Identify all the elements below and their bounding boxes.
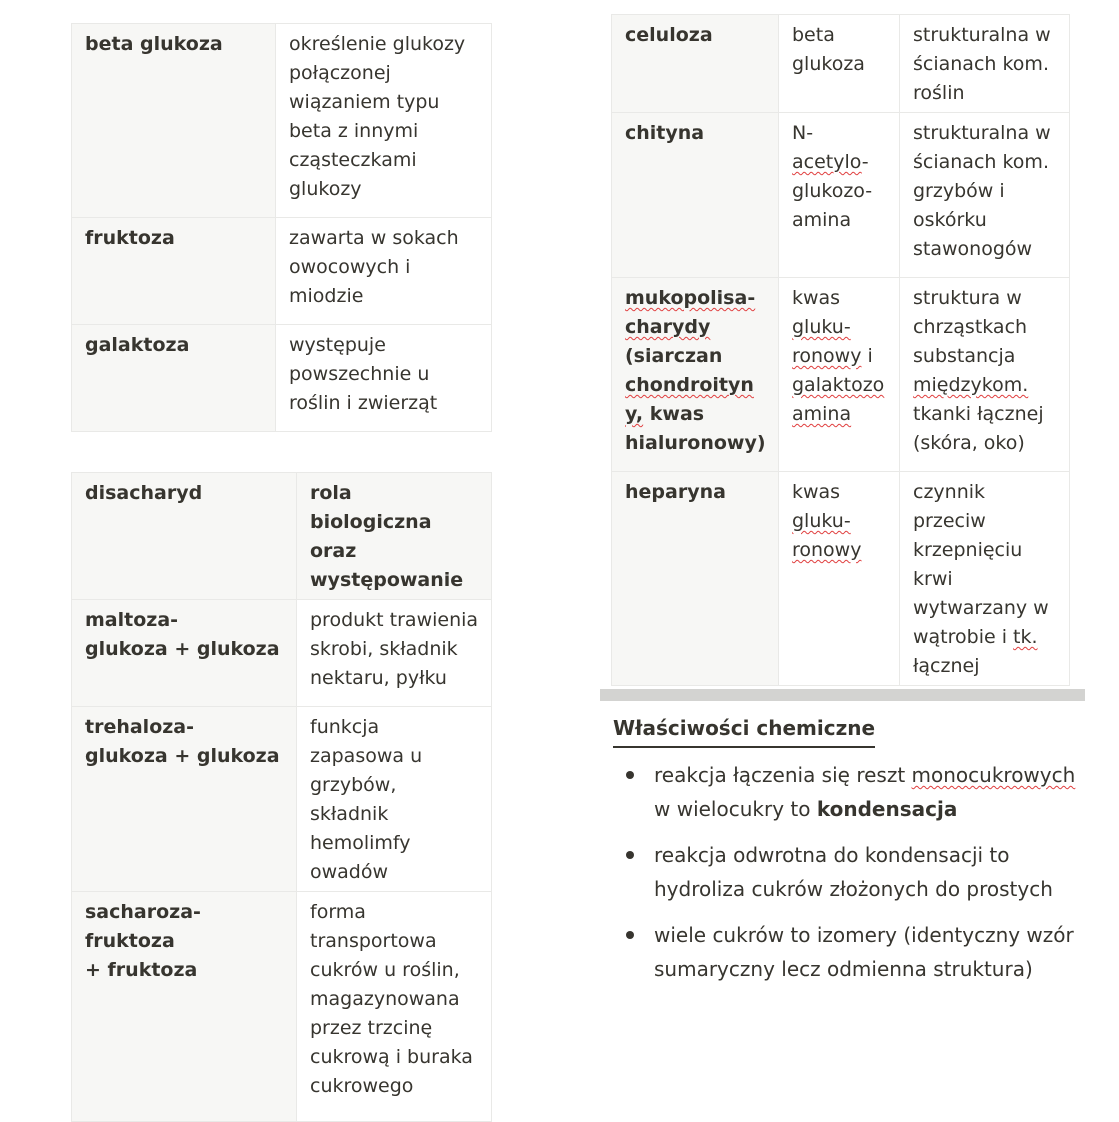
column-header-disaccharide: disacharyd — [72, 473, 297, 600]
name-line: glukoza + glukoza — [85, 745, 280, 767]
table-row — [612, 278, 1070, 472]
name-text: (siarczan — [625, 345, 723, 367]
monomer-text-misspelled: galaktozo amina — [792, 374, 885, 425]
table-cell-desc: produkt trawienia skrobi, składnik nektaru, pyłku — [297, 600, 492, 707]
monomer-text-misspelled: gluku-ronowy — [792, 316, 862, 367]
role-text-misspelled: tk. — [1013, 626, 1038, 648]
monosaccharides-table — [71, 23, 492, 432]
monomer-text: kwas — [792, 481, 841, 503]
list-item — [613, 918, 1093, 986]
table-row — [72, 218, 492, 325]
table-cell-desc: określenie glukozy połączonej wiązaniem typu beta z innymi cząsteczkami glukozy — [276, 24, 492, 218]
monomer-text-misspelled: acetylo — [792, 151, 862, 173]
table-row — [72, 325, 492, 432]
monomer-text: kwas — [792, 287, 841, 309]
list-item — [613, 838, 1093, 906]
name-text-misspelled: chondroityny, — [625, 374, 754, 425]
table-cell-name — [72, 707, 297, 892]
table-cell-desc: występuje powszechnie u roślin i zwierząt — [276, 325, 492, 432]
name-line: trehaloza- — [85, 716, 195, 738]
list-item-text: w wielocukry to — [654, 797, 817, 821]
name-text-misspelled: mukopolisa-charydy — [625, 287, 756, 338]
bullet-icon — [626, 771, 634, 779]
list-item-text: reakcja odwrotna do kondensacji to hydroliza cukrów złożonych do prostych — [654, 843, 1053, 901]
name-line: sacharoza- fruktoza — [85, 901, 201, 952]
list-item-text-misspelled: monocukrowych — [911, 763, 1076, 787]
table-row — [72, 707, 492, 892]
role-text: struktura w chrząstkach substancja — [913, 287, 1028, 367]
properties-list — [613, 758, 1093, 998]
table-cell-name: beta glukoza — [72, 24, 276, 218]
polysaccharides-table-viewport — [611, 14, 1073, 677]
section-divider — [600, 689, 1085, 701]
table-cell-desc: forma transportowa cukrów u roślin, magazynowana przez trzcinę cukrową i buraka cukrowego — [297, 892, 492, 1122]
section-heading: Właściwości chemiczne — [613, 712, 875, 748]
table-cell-monomer — [779, 278, 900, 472]
bullet-icon — [626, 851, 634, 859]
disaccharides-table-viewport — [71, 472, 496, 1097]
list-item-text: reakcja łączenia się reszt — [654, 763, 912, 787]
table-cell-role: strukturalna w ścianach kom. roślin — [900, 15, 1070, 113]
monomer-text-misspelled: gluku-ronowy — [792, 510, 862, 561]
name-line: maltoza- — [85, 609, 179, 631]
table-cell-name — [72, 892, 297, 1122]
table-cell-name: celuloza — [612, 15, 779, 113]
table-row — [612, 472, 1070, 686]
table-cell-monomer — [779, 113, 900, 278]
table-header-row — [72, 473, 492, 600]
name-line: glukoza + glukoza — [85, 638, 280, 660]
table-row — [612, 15, 1070, 113]
table-row — [72, 24, 492, 218]
table-row — [612, 113, 1070, 278]
table-cell-monomer: beta glukoza — [779, 15, 900, 113]
table-cell-role — [900, 472, 1070, 686]
disaccharides-table — [71, 472, 492, 1122]
polysaccharides-table — [611, 14, 1070, 686]
monomer-text: i — [867, 345, 873, 367]
table-cell-monomer — [779, 472, 900, 686]
table-cell-name: galaktoza — [72, 325, 276, 432]
list-item-text: wiele cukrów to izomery (identyczny wzór sumaryczny lecz odmienna struktura) — [654, 923, 1074, 981]
table-cell-name — [72, 600, 297, 707]
role-text: czynnik przeciw krzepnięciu krwi wytwarzany w wątrobie i — [913, 481, 1049, 648]
name-line: + fruktoza — [85, 959, 198, 981]
table-cell-name: heparyna — [612, 472, 779, 686]
name-text: kwas hialuronowy) — [625, 403, 766, 454]
table-cell-desc: zawarta w sokach owocowych i miodzie — [276, 218, 492, 325]
role-text: tkanki łącznej (skóra, oko) — [913, 403, 1044, 454]
table-cell-name: fruktoza — [72, 218, 276, 325]
list-item — [613, 758, 1093, 826]
table-cell-name — [612, 278, 779, 472]
monomer-text: -glukozo-amina — [792, 151, 873, 231]
bullet-icon — [626, 931, 634, 939]
role-text: łącznej — [913, 655, 980, 677]
table-cell-role: strukturalna w ścianach kom. grzybów i oskórku stawonogów — [900, 113, 1070, 278]
role-text-misspelled: międzykom. — [913, 374, 1029, 396]
table-cell-role — [900, 278, 1070, 472]
table-row — [72, 600, 492, 707]
table-cell-name: chityna — [612, 113, 779, 278]
table-row — [72, 892, 492, 1122]
table-cell-desc: funkcja zapasowa u grzybów, składnik hemolimfy owadów — [297, 707, 492, 892]
monomer-text: N- — [792, 122, 814, 144]
list-item-text-bold: kondensacja — [816, 797, 958, 821]
column-header-role: rola biologiczna oraz występowanie — [297, 473, 492, 600]
